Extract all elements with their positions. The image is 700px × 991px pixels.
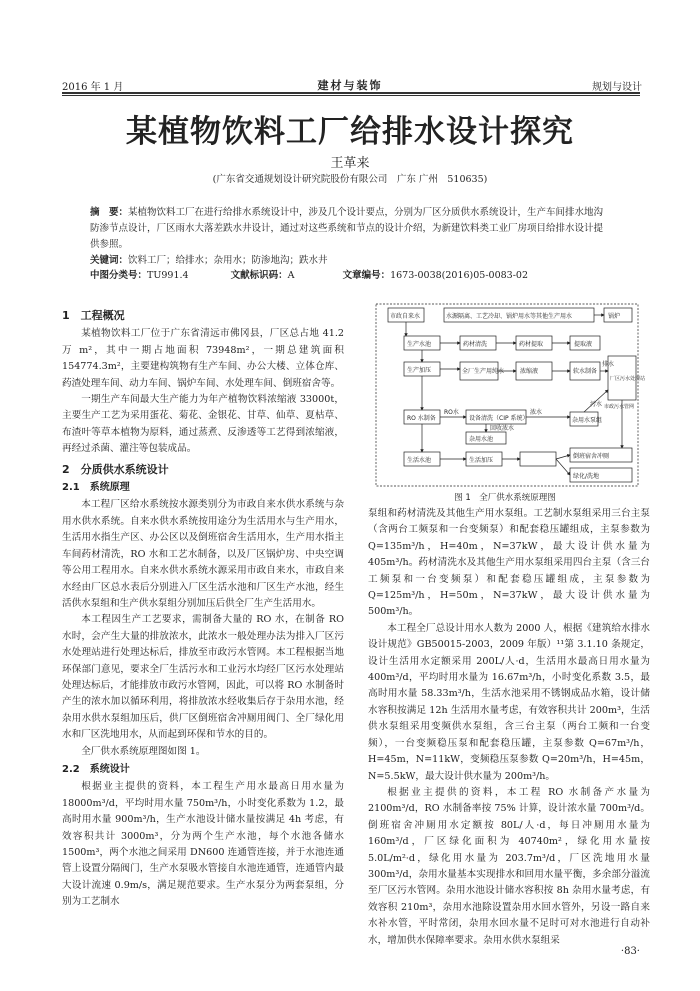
figure-caption: 图 1 全厂供水系统原理图 — [454, 493, 556, 503]
paragraph: 根据业主提供的资料，本工程 RO 水制备产水量为 2100m³/d，RO 水制备率按 75% 计算，设计浓水量 700m³/d。倒班宿舍冲厕用水定额按 80L/人·d，每日冲厕用水量为 160m³/d，厂区绿化面积为 40740m²，绿化用水量按 5.0L/m²·d，绿化用水量为 203.7m³/d，厂区洗地用水量 300m³/d，杂用水量基本实现排水和回用水量平衡，多余部分溢流至厂区污水管网。杂用水池设计储水容积按 8h 杂用水量考虑，有效容积 210m³，杂用水池除设置杂用水回水管外，另设一路自来水补水管，平时常闭，杂用水回水量不足时可对水池进行自动补水，增加供水保障率要求。杂用水供水泵组采 — [368, 786, 650, 946]
paragraph: 全厂供水系统原理图如图 1。 — [81, 745, 206, 757]
section-1-heading: 1 工程概况 — [62, 309, 125, 322]
box-green: 绿化/洗地 — [573, 473, 600, 480]
label-ro-water: RO水 — [444, 409, 459, 416]
right-column — [368, 506, 650, 949]
box-equip: 设备清洗（CIP 系统） — [469, 415, 529, 422]
label-drain: 排水 — [602, 361, 615, 368]
box-toilet: 倒班宿舍冲厕 — [573, 453, 610, 460]
label-city-sewer: 市政污水管网 — [604, 404, 635, 410]
keywords — [90, 253, 610, 269]
figure-1 — [370, 300, 646, 498]
paragraph: 某植物饮料工厂位于广东省清远市佛冈县，厂区总占地 41.2 万 m²，其中一期占地面积 73948m²，一期总建筑面积 154774.3m²，主要建构筑物有生产车间、办公大楼、立体仓库、药渣处理车间、动力车间、锅炉车间、水处理车间、倒班宿舍等。 — [62, 328, 344, 389]
header-rule-thin — [62, 95, 640, 96]
left-column — [62, 304, 344, 911]
doc-value: A — [287, 270, 295, 281]
abstract-label: 摘 要： — [90, 207, 129, 218]
box-concentrate: 浓缩液 — [520, 368, 539, 375]
author: 王革来 — [330, 156, 370, 171]
article-title: 某植物饮料工厂给排水设计探究 — [126, 114, 574, 150]
box-misc-pump: 杂用水泵组 — [572, 417, 603, 424]
box-top-bar: 水源隔离、工艺冷却、锅炉用水等其他生产用水 — [446, 313, 573, 320]
box-life-pool: 生活水池 — [407, 457, 432, 464]
section-2-1-heading: 2.1 系统原理 — [62, 482, 130, 494]
affiliation: (广东省交通规划设计研究院股份有限公司 广东 广州 510635) — [212, 174, 488, 185]
paragraph: 一期生产车间最大生产能力为年产植物饮料浓缩液 33000t，主要生产工艺为采用蛋花、菊花、金银花、甘草、仙草、夏枯草、布渣叶等草本植物为原料，通过蒸煮、反渗透等工艺得到浓缩液，再经过杀菌、灌注等包装成品。 — [62, 394, 344, 455]
label-recycled: 回收浓水 — [490, 425, 515, 432]
header-rule — [62, 92, 640, 94]
box-prod-pump: 生产加压 — [407, 367, 432, 374]
box-prod-pool: 生产水池 — [407, 341, 432, 348]
box-life-pump: 生活加压 — [469, 457, 494, 464]
paragraph: 泵组和药材清洗及其他生产用水泵组。工艺制水泵组采用三台主泵（含两台工频泵和一台变频泵）和配套稳压罐组成，主泵参数为 Q=135m³/h，H=40m，N=37kW，最大设计供水量为 405m³/h。药材清洗水及其他生产用水泵组采用四台主泵（含三台工频泵和一台变频泵）和配套稳压罐组成，主泵参数为 Q=125m³/h，H=50m，N=37kW，最大设计供水量为 500m³/h。 — [368, 508, 650, 618]
keywords-label: 关键词： — [90, 255, 129, 266]
classification-line — [90, 268, 610, 284]
box-softwater: 软水制备 — [573, 368, 598, 375]
paragraph: 根据业主提供的资料，本工程生产用水最高日用水量为 18000m³/d，平均时用水量 750m³/h，小时变化系数为 1.2，最高时用水量 900m³/h，生产水池设计储水量按满足 4h 考虑，有效容积共计 3000m³，分为两个生产水池，每个水池各储水 1500m³，两个水池之间采用 DN600 连通管连接，并于水池连通管上设置分隔阀门，生产水泵吸水管接自水池连通管，连通管内最大设计流速 0.9m/s，满足规范要求。生产水泵分为两套泵组，分别为工艺制水 — [62, 781, 344, 908]
running-header-journal: 建材与装饰 — [317, 79, 383, 92]
keywords-text: 饮料工厂；给排水；杂用水；防渗地沟；跌水井 — [128, 255, 328, 266]
paragraph: 本工程厂区给水系统按水源类别分为市政自来水供水系统与杂用水供水系统。自来水供水系统按用途分为生活用水与生产用水，生活用水指生产区、办公区以及倒班宿舍生活用水，生产用水指主车间药材清洗，RO 水和工艺水制备，以及厂区锅炉房、中央空调等公用工程用水。自来水供水系统水源采用市政自来水，市政自来水经由厂区总水表后分别进入厂区生活水池和厂区生产水池，经生活供水泵组和生产供水泵组分别加压后供全厂生产生活用水。 — [62, 499, 344, 609]
running-header-section: 规划与设计 — [592, 82, 642, 93]
section-2-heading: 2 分质供水系统设计 — [62, 462, 169, 476]
section-2-2-heading: 2.2 系统设计 — [62, 763, 130, 775]
box-municipal: 市政自来水 — [390, 313, 421, 320]
box-plant-sewage: 厂区污水处理站 — [610, 376, 646, 382]
cls-label: 中图分类号： — [90, 270, 148, 281]
cls-value: TU991.4 — [147, 270, 189, 281]
box-ro: RO 水制备 — [407, 415, 436, 422]
box-extract: 药材提取 — [519, 341, 544, 348]
box-boiler: 锅炉 — [608, 313, 621, 320]
art-value: 1673-0038(2016)05-0083-02 — [390, 270, 529, 281]
art-label: 文章编号： — [342, 270, 391, 281]
paragraph: 本工程全厂总设计用水人数为 2000 人，根据《建筑给水排水设计规范》GB50015-2003，2009 年版）¹¹第 3.1.10 条规定，设计生活用水定额采用 200L/人·d，生活用水最高日用水量为 400m³/d，平均时用水量为 16.67m³/h，小时变化系数 3.5，最高时用水量 58.33m³/h，生活水池采用不锈钢成品水箱，设计储水容积按满足 12h 生活用水量考虑，有效容积共计 200m³，生活供水泵组采用变频供水泵组，含三台主泵（两台工频和一台变频），一台变频稳压泵和配套稳压罐，主泵参数 Q=67m³/h，H=45m，N=11kW，变频稳压泵参数 Q=20m³/h，H=45m，N=5.5kW，最大设计供水量为 200m³/h。 — [368, 622, 650, 782]
doc-label: 文献标识码： — [230, 270, 288, 281]
running-header-date: 2016 年 1 月 — [62, 82, 124, 93]
box-pure-water: 全厂生产用纯水 — [462, 368, 505, 375]
box-extract-liq: 提取液 — [574, 341, 593, 348]
supply-system-diagram — [370, 300, 646, 490]
abstract-text: 某植物饮料工厂在进行给排水系统设计中，涉及几个设计要点，分别为厂区分质供水系统设计，生产车间排水地沟防渗节点设计，厂区雨水大落差跌水井设计，通过对这些系统和节点的设计介绍，为新建饮料类工业厂房项目给排水设计提供参照。 — [90, 207, 604, 250]
paragraph: 本工程因生产工艺要求，需制备大量的 RO 水，在制备 RO 水时，会产生大量的排放浓水，此浓水一般处理办法为排入厂区污水处理站进行处理达标后，排放至市政污水管网。本工程根据当地环保部门意见，要求全厂生活污水和工业污水均经厂区污水处理站处理达标后，才能排放市政污水管网，因此，可以将 RO 水制备时产生的浓水加以循环利用，将排放浓水经收集后存于杂用水池，经杂用水供水泵组加压后，供厂区倒班宿舍冲厕用阀门、全厂绿化用水和厂区洗地用水，从而起到环保和节水的目的。 — [62, 614, 344, 741]
abstract — [90, 205, 610, 253]
label-sewage: 污水 — [590, 401, 603, 408]
box-misc-pool: 杂用水池 — [469, 436, 494, 443]
page-number: ·83· — [620, 946, 640, 957]
label-concentrate-water: 浓水 — [530, 409, 543, 416]
box-herb-wash: 药材清洗 — [463, 341, 488, 348]
